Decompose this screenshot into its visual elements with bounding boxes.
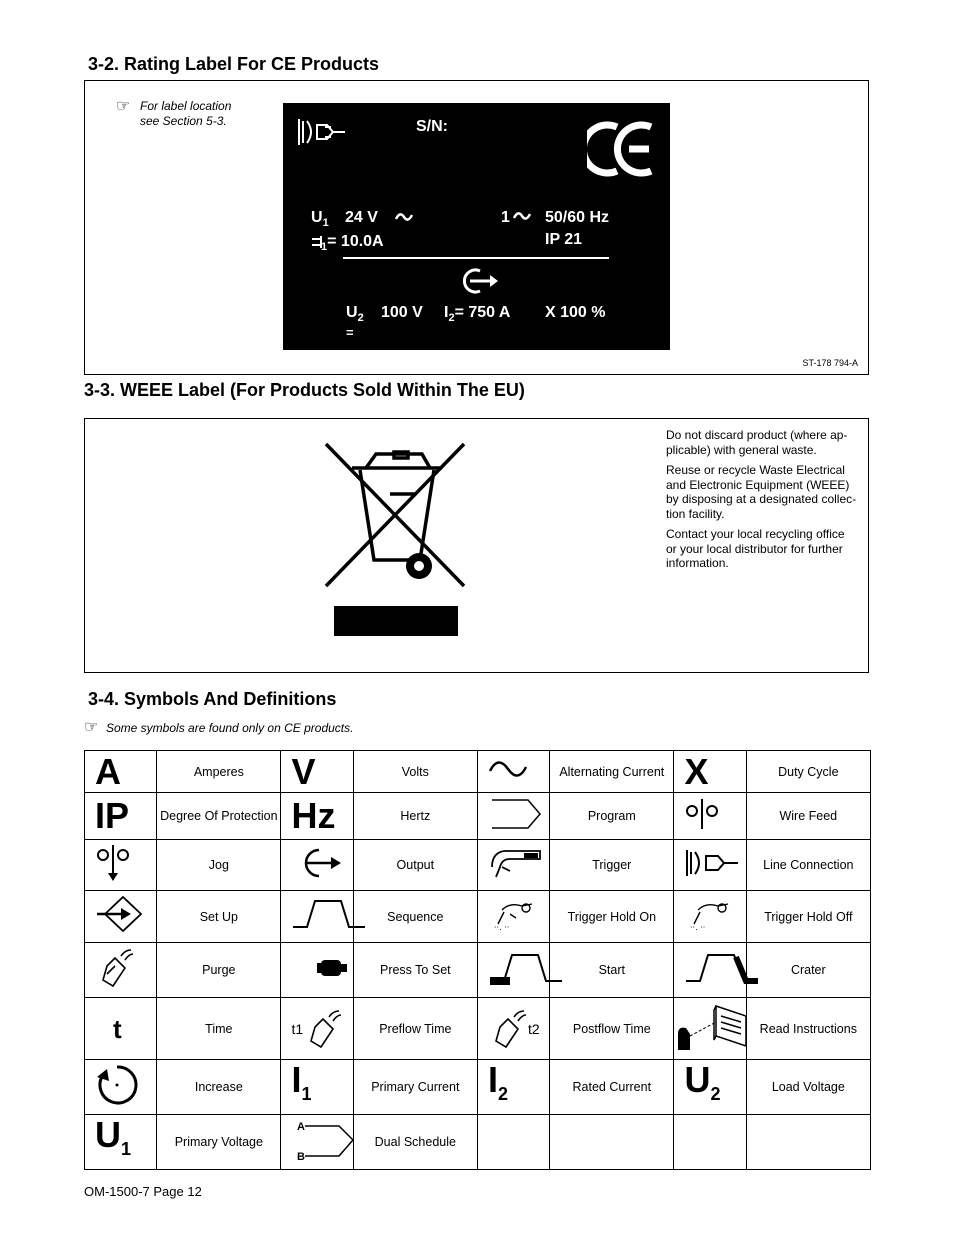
sequence-def: Sequence [353, 891, 477, 943]
ac-phase-icon [513, 210, 531, 222]
duty-def: Duty Cycle [746, 751, 870, 793]
svg-text:··. ··: ··. ·· [493, 923, 510, 932]
u2-symbol: $U_2$ [346, 304, 364, 325]
duty-cycle: X 100 % [545, 304, 606, 321]
postflow-def: Postflow Time [550, 998, 674, 1060]
start-icon [477, 943, 549, 998]
program-def: Program [550, 793, 674, 840]
weee-black-bar [334, 606, 458, 636]
pointing-hand-icon: ☞ [116, 98, 131, 115]
purge-def: Purge [157, 943, 281, 998]
jog-icon [85, 840, 157, 891]
wirefeed-def: Wire Feed [746, 793, 870, 840]
increase-icon [85, 1060, 157, 1115]
ratedcur-def: Rated Current [550, 1060, 674, 1115]
frequency: 50/60 Hz [545, 209, 610, 226]
empty-cell [477, 1115, 549, 1170]
output-icon [456, 265, 500, 297]
ce-symbols-note: Some symbols are found only on CE products. [106, 721, 354, 735]
trigoff-def: Trigger Hold Off [746, 891, 870, 943]
rated-current: $I_2= 750$ A [444, 304, 511, 325]
primary-voltage-symbol: $U_1$ [85, 1115, 157, 1170]
increase-def: Increase [157, 1060, 281, 1115]
start-def: Start [550, 943, 674, 998]
label-location-note: For label location see Section 5-3. [140, 99, 232, 128]
read-instructions-icon [674, 998, 746, 1060]
label-divider [343, 257, 609, 259]
dual-schedule-icon [281, 1115, 353, 1170]
table-row [85, 751, 871, 793]
table-row [85, 840, 871, 891]
figure-code: ST-178 794-A [802, 358, 858, 368]
amperes-symbol: A [85, 751, 157, 793]
lineconn-def: Line Connection [746, 840, 870, 891]
primcur-def: Primary Current [353, 1060, 477, 1115]
ac-icon [395, 211, 413, 223]
crossed-bin-icon [322, 440, 468, 590]
setup-def: Set Up [157, 891, 281, 943]
trigger-hold-off-icon [674, 891, 746, 943]
phase-count: 1 [501, 209, 510, 226]
ip-rating: IP 21 [545, 231, 583, 248]
ac-icon [477, 751, 549, 793]
primvolt-def: Primary Voltage [157, 1115, 281, 1170]
trigger-def: Trigger [550, 840, 674, 891]
empty-cell [674, 1115, 746, 1170]
dc-symbol: = [346, 325, 354, 340]
table-row [85, 1060, 871, 1115]
output-def: Output [353, 840, 477, 891]
amperes-def: Amperes [157, 751, 281, 793]
serial-number-label: S/N: [416, 118, 448, 135]
crater-icon [674, 943, 746, 998]
read-def: Read Instructions [746, 998, 870, 1060]
sequence-icon [281, 891, 353, 943]
symbols-table [84, 750, 871, 1170]
section-3-4-heading: 3-4. Symbols And Definitions [88, 689, 337, 709]
ce-mark-icon [587, 119, 657, 179]
input-voltage: 24 V [345, 209, 378, 226]
jog-def: Jog [157, 840, 281, 891]
volts-def: Volts [353, 751, 477, 793]
table-row [85, 998, 871, 1060]
rated-current-symbol: $I_2$ [477, 1060, 549, 1115]
crater-def: Crater [746, 943, 870, 998]
primary-current-symbol: $I_1$ [281, 1060, 353, 1115]
ac-def: Alternating Current [550, 751, 674, 793]
hertz-def: Hertz [353, 793, 477, 840]
weee-instructions: Do not discard product (where ap-plicable) with general waste. Reuse or recycle Waste Electrical and Electronic Equipment (WEEE) by disposing at a designated collec-tion facility. Contact your local recycling office or your local distributor for further information. [666, 428, 857, 570]
wire-feed-icon [674, 793, 746, 840]
trigon-def: Trigger Hold On [550, 891, 674, 943]
svg-text:B: B [297, 1150, 306, 1162]
ce-rating-label [283, 103, 670, 350]
loadvolt-def: Load Voltage [746, 1060, 870, 1115]
u1-symbol: $U_1$ [311, 209, 329, 230]
output-icon [281, 840, 353, 891]
load-voltage-symbol: $U_2$ [674, 1060, 746, 1115]
purge-icon [85, 943, 157, 998]
preflow-icon: t1 [281, 998, 353, 1060]
program-icon [477, 793, 549, 840]
time-def: Time [157, 998, 281, 1060]
postflow-icon: t2 [477, 998, 549, 1060]
trigger-icon [477, 840, 549, 891]
setup-icon [85, 891, 157, 943]
duty-cycle-symbol: X [674, 751, 746, 793]
table-row [85, 793, 871, 840]
preflow-def: Preflow Time [353, 998, 477, 1060]
table-row [85, 1115, 871, 1170]
volts-symbol: V [281, 751, 353, 793]
time-symbol: t [85, 998, 157, 1060]
line-connection-icon [295, 117, 347, 147]
empty-cell [550, 1115, 674, 1170]
dual-def: Dual Schedule [353, 1115, 477, 1170]
line-connection-icon [674, 840, 746, 891]
section-3-2-heading: 3-2. Rating Label For CE Products [88, 54, 380, 74]
trigger-hold-on-icon [477, 891, 549, 943]
page-footer: OM-1500-7 Page 12 [84, 1184, 202, 1199]
svg-text:A: A [297, 1120, 306, 1133]
protection-def: Degree Of Protection [157, 793, 281, 840]
ip-symbol: IP [85, 793, 157, 840]
svg-text:··. ··: ··. ·· [690, 923, 706, 932]
press-to-set-icon [281, 943, 353, 998]
load-voltage: 100 V [381, 304, 423, 321]
table-row [85, 891, 871, 943]
hertz-symbol: Hz [281, 793, 353, 840]
table-row [85, 943, 871, 998]
pointing-hand-icon: ☞ [84, 719, 99, 736]
section-3-3-heading: 3-3. WEEE Label (For Products Sold Within The EU) [84, 380, 525, 400]
empty-cell [746, 1115, 870, 1170]
primary-current: $_1$= 10.0A [321, 233, 384, 254]
press-def: Press To Set [353, 943, 477, 998]
